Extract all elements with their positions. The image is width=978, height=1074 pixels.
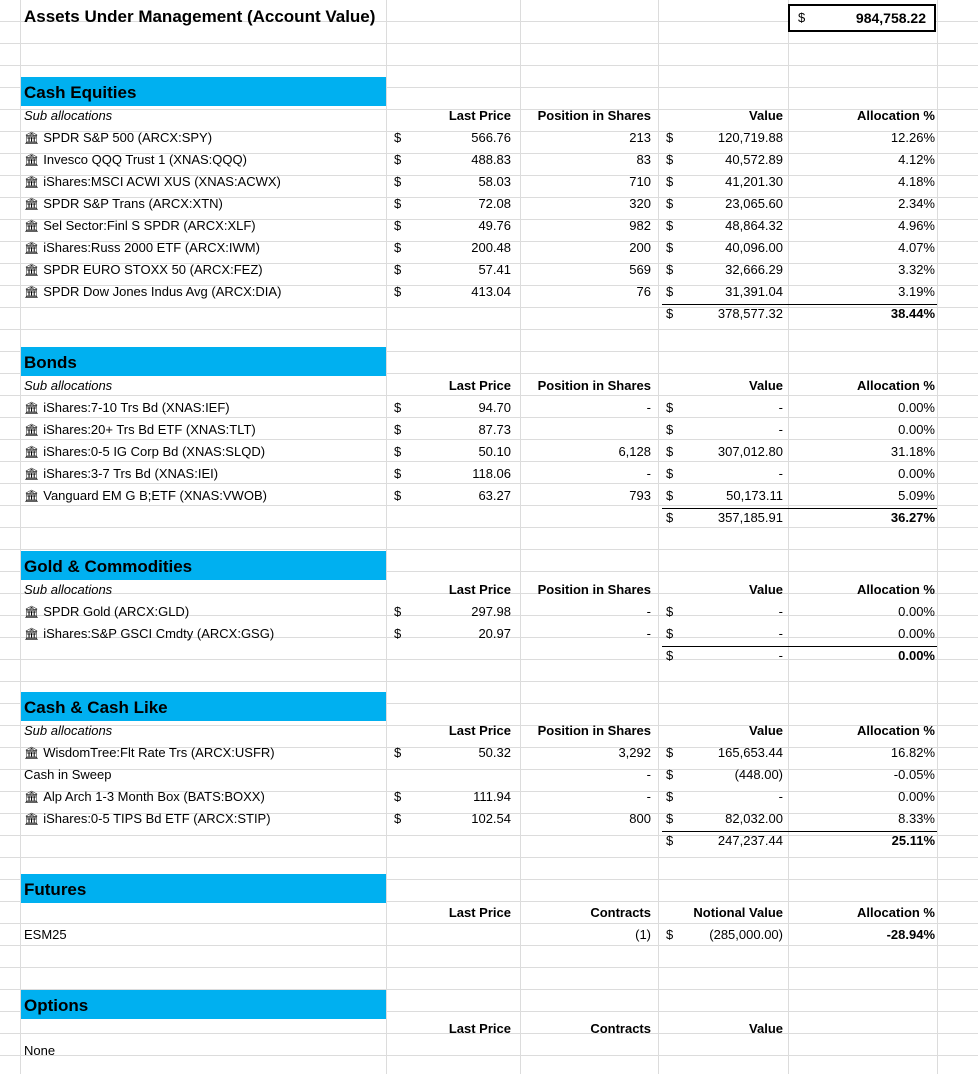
holding-label: Vanguard EM G B;ETF (XNAS:VWOB) bbox=[43, 488, 267, 503]
holding-label: SPDR Gold (ARCX:GLD) bbox=[43, 604, 190, 619]
section-total-value: 247,237.44 bbox=[717, 833, 783, 848]
position-shares: - bbox=[646, 789, 651, 804]
sub-allocations-label: Sub allocations bbox=[24, 378, 113, 393]
price-currency: $ bbox=[394, 444, 402, 459]
last-price: 58.03 bbox=[478, 174, 511, 189]
price-currency: $ bbox=[394, 422, 402, 437]
last-price: 102.54 bbox=[471, 811, 511, 826]
position-value: 307,012.80 bbox=[717, 444, 783, 459]
allocation-percent: 0.00% bbox=[898, 422, 935, 437]
position-value: 40,572.89 bbox=[725, 152, 783, 167]
last-price: 297.98 bbox=[471, 604, 511, 619]
holding-name bbox=[24, 149, 247, 171]
position-shares: (1) bbox=[635, 927, 651, 942]
price-currency: $ bbox=[394, 174, 402, 189]
position-value: 48,864.32 bbox=[725, 218, 783, 233]
price-currency: $ bbox=[394, 604, 402, 619]
value-currency: $ bbox=[666, 422, 674, 437]
position-value: 120,719.88 bbox=[717, 130, 783, 145]
aum-total-currency: $ bbox=[798, 10, 806, 25]
value-currency: $ bbox=[666, 789, 674, 804]
position-shares: 793 bbox=[629, 488, 651, 503]
last-price: 63.27 bbox=[478, 488, 511, 503]
position-shares: 320 bbox=[629, 196, 651, 211]
value-currency: $ bbox=[666, 196, 674, 211]
value-currency: $ bbox=[666, 152, 674, 167]
holding-name bbox=[24, 742, 275, 764]
bank-icon: 🏛︎ bbox=[24, 605, 40, 619]
column-header: Position in Shares bbox=[537, 582, 651, 597]
holding-name bbox=[24, 281, 281, 303]
grid-line bbox=[20, 0, 21, 1074]
column-header: Allocation % bbox=[856, 108, 935, 123]
value-currency: $ bbox=[666, 218, 674, 233]
value-currency: $ bbox=[666, 284, 674, 299]
value-currency: $ bbox=[666, 240, 674, 255]
holding-label: iShares:0-5 IG Corp Bd (XNAS:SLQD) bbox=[43, 444, 266, 459]
allocation-percent: 0.00% bbox=[898, 400, 935, 415]
holding-name bbox=[24, 215, 256, 237]
sub-allocations-label: Sub allocations bbox=[24, 582, 113, 597]
total-currency: $ bbox=[666, 648, 674, 663]
bank-icon: 🏛︎ bbox=[24, 219, 40, 233]
holding-name bbox=[24, 397, 230, 419]
last-price: 57.41 bbox=[478, 262, 511, 277]
holding-name bbox=[24, 786, 265, 808]
section-header: Gold & Commodities bbox=[21, 551, 386, 580]
section-total-allocation: 25.11% bbox=[891, 833, 935, 848]
column-header: Contracts bbox=[590, 1021, 651, 1036]
section-header: Bonds bbox=[21, 347, 386, 376]
position-value: (448.00) bbox=[734, 767, 783, 782]
last-price: 87.73 bbox=[478, 422, 511, 437]
position-value: - bbox=[778, 400, 783, 415]
holding-name bbox=[24, 1040, 55, 1062]
bank-icon: 🏛︎ bbox=[24, 746, 40, 760]
holding-label: iShares:0-5 TIPS Bd ETF (ARCX:STIP) bbox=[43, 811, 271, 826]
position-value: 82,032.00 bbox=[725, 811, 783, 826]
price-currency: $ bbox=[394, 466, 402, 481]
position-shares: 982 bbox=[629, 218, 651, 233]
position-value: 40,096.00 bbox=[725, 240, 783, 255]
holding-label: None bbox=[24, 1043, 56, 1058]
holding-label: SPDR Dow Jones Indus Avg (ARCX:DIA) bbox=[43, 284, 282, 299]
section-total-allocation: 38.44% bbox=[890, 306, 935, 321]
column-header: Position in Shares bbox=[537, 723, 651, 738]
grid-line bbox=[937, 0, 938, 1074]
position-shares: 800 bbox=[629, 811, 651, 826]
allocation-percent: 4.96% bbox=[898, 218, 935, 233]
last-price: 50.10 bbox=[478, 444, 511, 459]
allocation-percent: 3.32% bbox=[898, 262, 935, 277]
price-currency: $ bbox=[394, 811, 402, 826]
price-currency: $ bbox=[394, 218, 402, 233]
holding-label: Sel Sector:Finl S SPDR (ARCX:XLF) bbox=[43, 218, 256, 233]
allocation-percent: -0.05% bbox=[893, 767, 935, 782]
last-price: 94.70 bbox=[478, 400, 511, 415]
value-currency: $ bbox=[666, 130, 674, 145]
bank-icon: 🏛︎ bbox=[24, 153, 40, 167]
holding-name bbox=[24, 237, 260, 259]
column-header: Last Price bbox=[448, 582, 511, 597]
value-currency: $ bbox=[666, 466, 674, 481]
position-shares: 213 bbox=[629, 130, 651, 145]
allocation-percent: 12.26% bbox=[890, 130, 935, 145]
price-currency: $ bbox=[394, 152, 402, 167]
holding-label: iShares:20+ Trs Bd ETF (XNAS:TLT) bbox=[43, 422, 256, 437]
last-price: 413.04 bbox=[471, 284, 511, 299]
price-currency: $ bbox=[394, 626, 402, 641]
total-currency: $ bbox=[666, 510, 674, 525]
holding-name bbox=[24, 485, 267, 507]
holding-name bbox=[24, 441, 265, 463]
position-value: - bbox=[778, 466, 783, 481]
holding-label: SPDR S&P Trans (ARCX:XTN) bbox=[43, 196, 223, 211]
bank-icon: 🏛︎ bbox=[24, 790, 40, 804]
position-shares: - bbox=[646, 604, 651, 619]
total-currency: $ bbox=[666, 306, 674, 321]
position-shares: - bbox=[646, 466, 651, 481]
holding-name bbox=[24, 463, 218, 485]
sub-allocations-label: Sub allocations bbox=[24, 108, 113, 123]
holding-name bbox=[24, 127, 212, 149]
holding-label: Invesco QQQ Trust 1 (XNAS:QQQ) bbox=[43, 152, 247, 167]
value-currency: $ bbox=[666, 400, 674, 415]
column-header: Value bbox=[749, 582, 783, 597]
value-currency: $ bbox=[666, 604, 674, 619]
price-currency: $ bbox=[394, 240, 402, 255]
holding-name bbox=[24, 924, 67, 946]
position-shares: 3,292 bbox=[618, 745, 651, 760]
holding-label: SPDR EURO STOXX 50 (ARCX:FEZ) bbox=[43, 262, 263, 277]
price-currency: $ bbox=[394, 745, 402, 760]
allocation-percent: 4.12% bbox=[898, 152, 935, 167]
column-header: Value bbox=[749, 108, 783, 123]
total-currency: $ bbox=[666, 833, 674, 848]
price-currency: $ bbox=[394, 400, 402, 415]
position-value: 23,065.60 bbox=[725, 196, 783, 211]
price-currency: $ bbox=[394, 789, 402, 804]
position-shares: 200 bbox=[629, 240, 651, 255]
position-value: 165,653.44 bbox=[717, 745, 783, 760]
allocation-percent: 0.00% bbox=[898, 789, 935, 804]
column-header: Last Price bbox=[448, 378, 511, 393]
bank-icon: 🏛︎ bbox=[24, 241, 40, 255]
position-value: 41,201.30 bbox=[725, 174, 783, 189]
column-header: Value bbox=[749, 1021, 783, 1036]
value-currency: $ bbox=[666, 811, 674, 826]
allocation-percent: 31.18% bbox=[890, 444, 935, 459]
position-value: 31,391.04 bbox=[725, 284, 783, 299]
section-total-value: 357,185.91 bbox=[717, 510, 783, 525]
column-header: Value bbox=[749, 378, 783, 393]
last-price: 49.76 bbox=[478, 218, 511, 233]
holding-label: ESM25 bbox=[24, 927, 67, 942]
column-header: Allocation % bbox=[856, 378, 935, 393]
section-header: Options bbox=[21, 990, 386, 1019]
position-value: - bbox=[778, 626, 783, 641]
holding-label: iShares:3-7 Trs Bd (XNAS:IEI) bbox=[43, 466, 219, 481]
holding-name bbox=[24, 623, 274, 645]
holding-name bbox=[24, 193, 223, 215]
bank-icon: 🏛︎ bbox=[24, 285, 40, 299]
position-shares: - bbox=[646, 626, 651, 641]
grid-line bbox=[520, 0, 521, 1074]
last-price: 118.06 bbox=[472, 466, 511, 481]
position-value: 32,666.29 bbox=[725, 262, 783, 277]
price-currency: $ bbox=[394, 196, 402, 211]
holding-label: iShares:MSCI ACWI XUS (XNAS:ACWX) bbox=[43, 174, 281, 189]
section-header: Cash & Cash Like bbox=[21, 692, 386, 721]
column-header: Notional Value bbox=[693, 905, 783, 920]
column-header: Allocation % bbox=[856, 723, 935, 738]
section-total-value: - bbox=[778, 648, 783, 663]
position-shares: - bbox=[646, 400, 651, 415]
position-value: - bbox=[778, 789, 783, 804]
grid-line bbox=[658, 0, 659, 1074]
aum-total-value: 984,758.22 bbox=[855, 10, 926, 26]
column-header: Allocation % bbox=[856, 582, 935, 597]
holding-label: Alp Arch 1-3 Month Box (BATS:BOXX) bbox=[43, 789, 265, 804]
column-header: Last Price bbox=[448, 905, 511, 920]
column-header: Allocation % bbox=[856, 905, 935, 920]
price-currency: $ bbox=[394, 488, 402, 503]
column-header: Contracts bbox=[590, 905, 651, 920]
allocation-percent: 5.09% bbox=[898, 488, 935, 503]
column-header: Last Price bbox=[448, 1021, 511, 1036]
position-value: 50,173.11 bbox=[726, 488, 783, 503]
allocation-percent: 2.34% bbox=[898, 196, 935, 211]
column-header: Position in Shares bbox=[537, 108, 651, 123]
section-total-value: 378,577.32 bbox=[717, 306, 783, 321]
aum-total-box bbox=[788, 4, 936, 32]
holding-name bbox=[24, 171, 281, 193]
last-price: 111.94 bbox=[473, 789, 511, 804]
position-shares: 6,128 bbox=[618, 444, 651, 459]
bank-icon: 🏛︎ bbox=[24, 445, 40, 459]
bank-icon: 🏛︎ bbox=[24, 401, 40, 415]
allocation-percent: 0.00% bbox=[898, 604, 935, 619]
holding-name bbox=[24, 808, 271, 830]
total-rule bbox=[662, 646, 937, 647]
position-shares: 83 bbox=[636, 152, 651, 167]
column-header: Value bbox=[749, 723, 783, 738]
value-currency: $ bbox=[666, 927, 674, 942]
column-header: Last Price bbox=[448, 108, 511, 123]
last-price: 488.83 bbox=[471, 152, 511, 167]
bank-icon: 🏛︎ bbox=[24, 131, 40, 145]
last-price: 20.97 bbox=[478, 626, 511, 641]
position-shares: 710 bbox=[629, 174, 651, 189]
bank-icon: 🏛︎ bbox=[24, 627, 40, 641]
bank-icon: 🏛︎ bbox=[24, 467, 40, 481]
page-title: Assets Under Management (Account Value) bbox=[24, 7, 376, 26]
last-price: 50.32 bbox=[478, 745, 511, 760]
bank-icon: 🏛︎ bbox=[24, 197, 40, 211]
price-currency: $ bbox=[394, 262, 402, 277]
allocation-percent: 0.00% bbox=[898, 626, 935, 641]
column-header: Last Price bbox=[448, 723, 511, 738]
position-shares: - bbox=[646, 767, 651, 782]
holding-label: Cash in Sweep bbox=[24, 767, 112, 782]
last-price: 200.48 bbox=[471, 240, 511, 255]
holding-name bbox=[24, 764, 111, 786]
last-price: 566.76 bbox=[471, 130, 511, 145]
value-currency: $ bbox=[666, 626, 674, 641]
holding-label: iShares:Russ 2000 ETF (ARCX:IWM) bbox=[43, 240, 260, 255]
bank-icon: 🏛︎ bbox=[24, 489, 40, 503]
allocation-percent: 16.82% bbox=[890, 745, 935, 760]
section-total-allocation: 0.00% bbox=[898, 648, 935, 663]
value-currency: $ bbox=[666, 488, 674, 503]
allocation-percent: 3.19% bbox=[898, 284, 935, 299]
allocation-percent: 4.07% bbox=[898, 240, 935, 255]
holding-label: SPDR S&P 500 (ARCX:SPY) bbox=[43, 130, 213, 145]
allocation-percent: 8.33% bbox=[898, 811, 935, 826]
sub-allocations-label: Sub allocations bbox=[24, 723, 113, 738]
holding-label: iShares:7-10 Trs Bd (XNAS:IEF) bbox=[43, 400, 230, 415]
bank-icon: 🏛︎ bbox=[24, 175, 40, 189]
position-shares: 76 bbox=[636, 284, 651, 299]
bank-icon: 🏛︎ bbox=[24, 263, 40, 277]
value-currency: $ bbox=[666, 444, 674, 459]
bank-icon: 🏛︎ bbox=[24, 812, 40, 826]
holding-name bbox=[24, 259, 263, 281]
price-currency: $ bbox=[394, 284, 402, 299]
value-currency: $ bbox=[666, 745, 674, 760]
position-value: (285,000.00) bbox=[709, 927, 783, 942]
section-header: Cash Equities bbox=[21, 77, 386, 106]
last-price: 72.08 bbox=[478, 196, 511, 211]
holding-label: WisdomTree:Flt Rate Trs (ARCX:USFR) bbox=[43, 745, 275, 760]
bank-icon: 🏛︎ bbox=[24, 423, 40, 437]
value-currency: $ bbox=[666, 767, 674, 782]
section-total-allocation: 36.27% bbox=[890, 510, 935, 525]
holding-name bbox=[24, 419, 256, 441]
column-header: Position in Shares bbox=[537, 378, 651, 393]
position-value: - bbox=[778, 422, 783, 437]
holding-name bbox=[24, 601, 189, 623]
position-shares: 569 bbox=[629, 262, 651, 277]
position-value: - bbox=[778, 604, 783, 619]
value-currency: $ bbox=[666, 262, 674, 277]
grid-line bbox=[788, 0, 789, 1074]
allocation-percent: 0.00% bbox=[898, 466, 935, 481]
price-currency: $ bbox=[394, 130, 402, 145]
allocation-percent: 4.18% bbox=[898, 174, 935, 189]
value-currency: $ bbox=[666, 174, 674, 189]
holding-label: iShares:S&P GSCI Cmdty (ARCX:GSG) bbox=[43, 626, 275, 641]
allocation-percent: -28.94% bbox=[886, 927, 935, 942]
section-header: Futures bbox=[21, 874, 386, 903]
grid-line bbox=[386, 0, 387, 1074]
